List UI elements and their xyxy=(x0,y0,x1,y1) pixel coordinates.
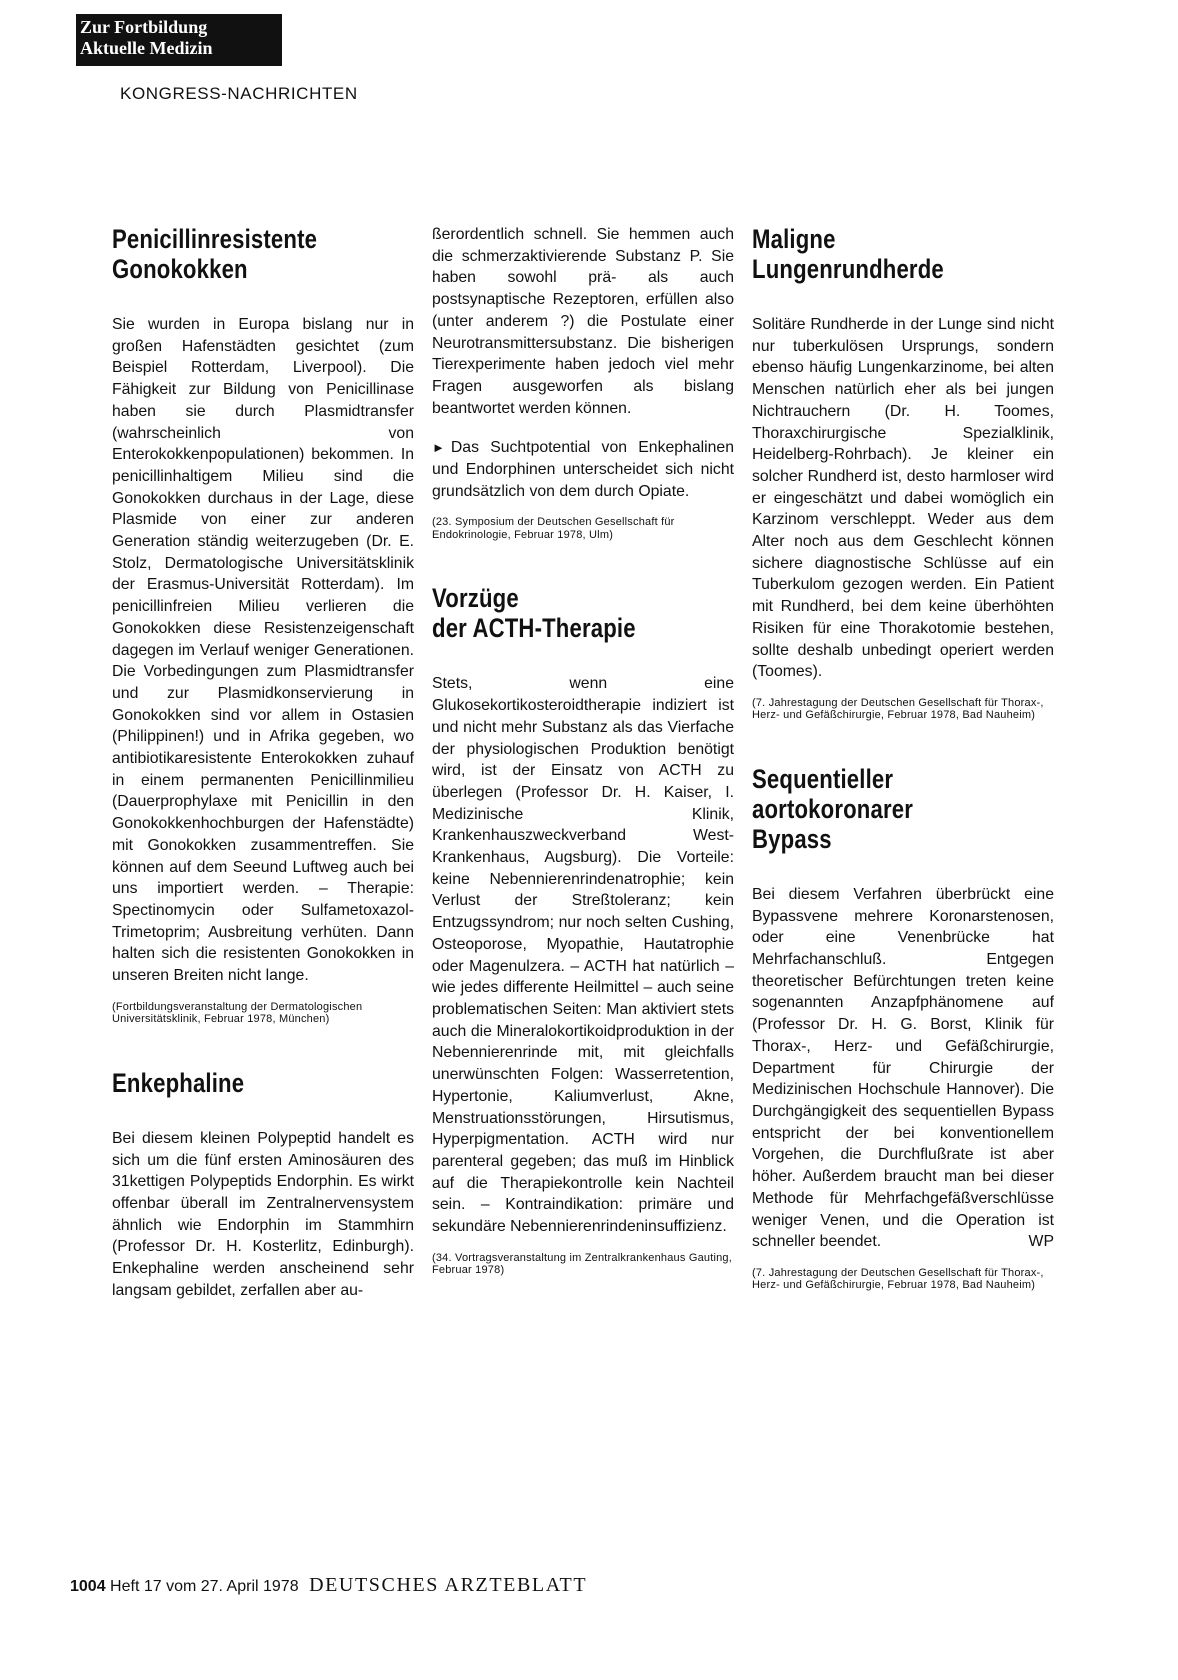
article-source: (7. Jahrestagung der Deutschen Gesellschaft für Thorax-, Herz- und Gefäßchirurgie, Februar 1978, Bad Nauheim) xyxy=(752,1266,1044,1292)
article-source: (23. Symposium der Deutschen Gesellschaft für Endokrinologie, Februar 1978, Ulm) xyxy=(432,516,675,541)
article-body: ßerordentlich schnell. Sie hemmen auch die schmerzaktivierende Substanz P. Sie haben sowohl prä- als auch postsynaptische Rezeptoren, erfüllen also (unter anderem ?) die Postulate einer Neurotransmittersubstanz. Die bisherigen Tierexperimente haben jedoch viel mehr Fragen ausgeworfen als bislang beantwortet werden können. xyxy=(432,226,734,417)
article-bullet-paragraph xyxy=(432,437,734,502)
article-body: Stets, wenn eine Glukosekortikosteroidtherapie indiziert ist und nicht mehr Substanz als das Vierfache der physiologischen Produktion benötigt wird, ist der Einsatz von ACTH zu überlegen (Professor Dr. H. Kaiser, I. Medizinische Klinik, Krankenhauszweckverband West-Krankenhaus, Augsburg). Die Vorteile: keine Nebennierenrindenatrophie; kein Verlust der Streßtoleranz; kein Entzugssyndrom; nur noch selten Cushing, Osteoporose, Myopathie, Hautatrophie oder Magenulzera. – ACTH hat natürlich – wie jedes differente Heilmittel – auch seine problematischen Seiten: Man aktiviert stets auch die Mineralokortikoidproduktion in der Nebennierenrinde mit, mit gleichfalls unerwünschten Folgen: Wasserretention, Hypertonie, Kaliumverlust, Akne, Menstruationsstörungen, Hirsutismus, Hyperpigmentation. ACTH wird nur parenteral gegeben; das muß im Hinblick auf die Therapiekontrolle kein Nachteil sein. – Kontraindikation: primäre und sekundäre Nebennierenrindeninsuffizienz. xyxy=(432,675,734,1236)
article-acth xyxy=(432,583,734,1276)
page-number: 1004 xyxy=(70,1578,106,1595)
article-bypass xyxy=(752,764,1054,1292)
title-line: aortokoronarer xyxy=(752,793,914,824)
article-title: Enkephaline xyxy=(112,1067,245,1098)
title-line: der ACTH-Therapie xyxy=(432,613,636,644)
article-enkephaline xyxy=(112,1068,414,1302)
article-source: (Fortbildungsveranstaltung der Dermatologischen Universitätsklinik, Februar 1978, München) xyxy=(112,1000,363,1026)
journal-name: DEUTSCHES ARZTEBLATT xyxy=(309,1574,588,1596)
article-source: (34. Vortragsveranstaltung im Zentralkrankenhaus Gauting, Februar 1978) xyxy=(432,1251,732,1277)
title-line: Maligne xyxy=(752,224,836,254)
column-1 xyxy=(112,224,414,1301)
badge-line-2: Aktuelle Medizin xyxy=(80,38,213,58)
page-footer xyxy=(70,1574,587,1597)
column-2 xyxy=(432,224,734,1319)
article-title xyxy=(112,224,360,284)
article-title xyxy=(752,224,1000,284)
bullet-text: Das Suchtpotential von Enkephalinen und Endorphinen unterscheidet sich nicht grundsätzlich von dem durch Opiate. xyxy=(432,439,734,500)
author-signature: WP xyxy=(1028,1233,1054,1251)
section-label: KONGRESS-NACHRICHTEN xyxy=(120,84,358,103)
title-line: Vorzüge xyxy=(432,583,519,614)
title-line: Bypass xyxy=(752,823,832,854)
issue-info: Heft 17 vom 27. April 1978 xyxy=(110,1578,299,1595)
section-badge xyxy=(76,14,282,66)
article-penicillin xyxy=(112,224,414,1026)
article-body: Sie wurden in Europa bislang nur in großen Hafenstädten gesichtet (zum Beispiel Rotterdam, Liverpool). Die Fähigkeit zur Bildung von Penicillinase haben sie durch Plasmidtransfer (wahrscheinlich von Enterokokkenpopulationen) bekommen. In penicillinhaltigem Milieu sind die Gonokokken durchaus in der Lage, diese Plasmide von einer zur anderen Generation ständig weiterzugeben (Dr. E. Stolz, Dermatologische Universitätsklinik der Erasmus-Universität Rotterdam). Im penicillinfreien Milieu verlieren die Gonokokken diese Resistenzeigenschaft dagegen im Verlauf weniger Generationen. Die Vorbedingungen zum Plasmidtransfer und zur Plasmidkonservierung in Gonokokken sind vor allem in Ostasien (Philippinen!) und in Afrika gegeben, wo antibiotikaresistente Enterokokken zuhauf in einem permanenten Penicillinmilieu (Dauerprophylaxe mit Penicillin in den Gonokokkenhochburgen der Hafenstädte) mit Gonokokken zusammentreffen. Sie können auf dem Seeund Luftweg auch bei uns importiert werden. – Therapie: Spectinomycin oder Sulfametoxazol-Trimetoprim; Ausbreitung verhüten. Dann halten sich die resistenten Gonokokken in unseren Breiten nicht lange. xyxy=(112,316,414,985)
title-line: Lungenrundherde xyxy=(752,254,944,284)
title-line: Sequentieller xyxy=(752,763,894,794)
article-title xyxy=(752,764,1000,854)
article-lungen xyxy=(752,224,1054,722)
badge-line-1: Zur Fortbildung xyxy=(80,17,208,37)
article-body: Solitäre Rundherde in der Lunge sind nicht nur tuberkulösen Ursprungs, sondern ebenso häufig Lungenkarzinome, bei alten Menschen natürlich eher als bei jungen Nichtrauchern (Dr. H. Toomes, Thoraxchirurgische Spezialklinik, Heidelberg-Rohrbach). Je kleiner ein solcher Rundherd ist, desto harmloser wird er eingeschätzt und dabei womöglich ein Karzinom verschleppt. Weder aus dem Alter noch aus dem Geschlecht können sichere diagnostische Schlüsse auf ein Tuberkulom gezogen werden. Ein Patient mit Rundherd, bei dem keine überhöhten Risiken für eine Thorakotomie bestehen, sollte deshalb unbedingt operiert werden (Toomes). xyxy=(752,316,1054,681)
article-body xyxy=(752,884,1054,1253)
article-body-text: Bei diesem Verfahren überbrückt eine Bypassvene mehrere Koronarstenosen, oder eine Venenbrücke hat Mehrfachanschluß. Entgegen theoretischer Befürchtungen treten keine sogenannten Anzapfphänomene auf (Professor Dr. H. G. Borst, Klinik für Thorax-, Herz- und Gefäßchirurgie, Department für Chirurgie der Medizinischen Hochschule Hannover). Die Durchgängigkeit des sequentiellen Bypass entspricht der bei konventionellem Vorgehen, die Durchflußrate ist aber höher. Außerdem braucht man bei dieser Methode für Mehrfachgefäßverschlüsse weniger Venen, und die Operation ist schneller beendet. xyxy=(752,885,1054,1251)
article-body: Bei diesem kleinen Polypeptid handelt es sich um die fünf ersten Aminosäuren des 31kettigen Polypeptids Endorphin. Es wirkt offenbar überall im Zentralnervensystem ähnlich wie Endorphin im Stammhirn (Professor Dr. H. Kosterlitz, Edinburgh). Enkephaline werden anscheinend sehr langsam gebildet, zerfallen aber au- xyxy=(112,1129,414,1299)
bullet-triangle-icon: ► xyxy=(432,440,445,456)
title-line: Gonokokken xyxy=(112,254,248,284)
article-title xyxy=(432,583,680,643)
article-enkephaline-continued xyxy=(432,224,734,541)
article-source: (7. Jahrestagung der Deutschen Gesellschaft für Thorax-, Herz- und Gefäßchirurgie, Februar 1978, Bad Nauheim) xyxy=(752,696,1044,722)
title-line: Penicillinresistente xyxy=(112,224,318,254)
column-3 xyxy=(752,224,1054,1334)
